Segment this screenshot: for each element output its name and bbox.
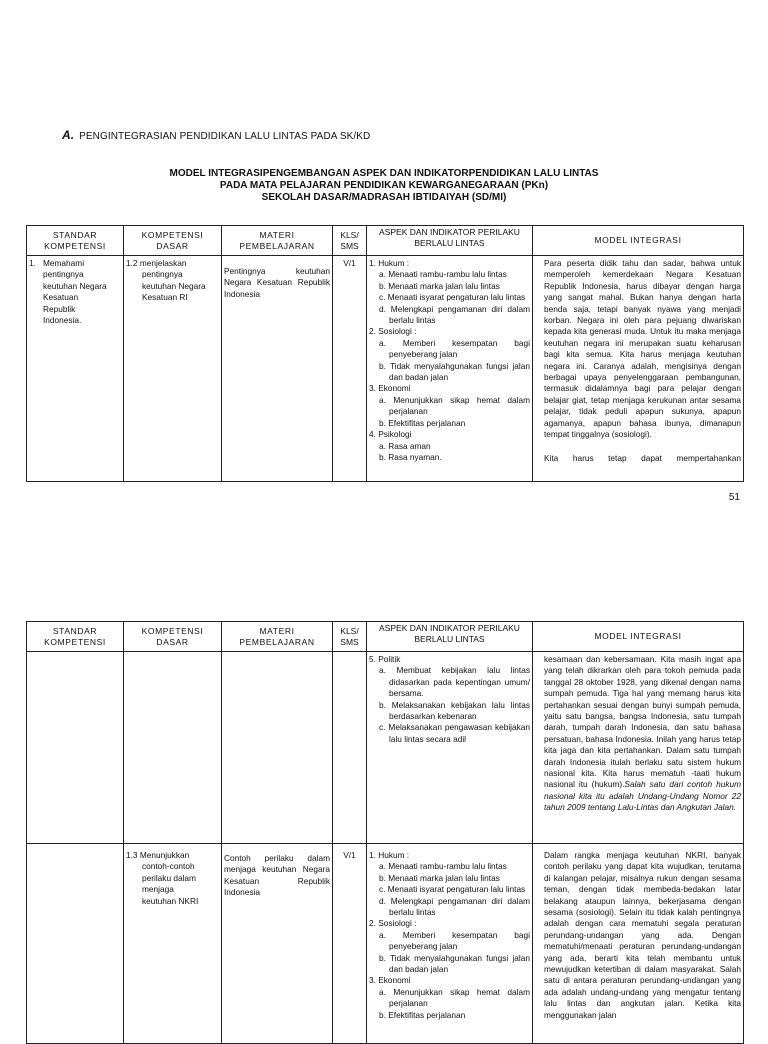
materi-pembelajaran-cell xyxy=(222,652,333,844)
header-standar-kompetensi: STANDAR KOMPETENSI xyxy=(27,226,124,256)
model-paragraph: Para peserta didik tahu dan sadar, bahwa untuk memperoleh kemerdekaan Negara Kesatuan Republik Indonesia, harus dibayar dengan harga yang sangat mahal. Bukan hanya dengan harta benda saja, tetapi banyak nyawa yang menjadi korban. Negara ini oleh para pejuang diwariskan kepada kita generasi muda. Untuk itu maka menjaga keutuhan negara ini merupakan suatu keharusan bagi kita semua. Kita harus menjaga keutuhan negara ini. Caranya adalah, mengisinya dengan berbagai upaya penyelenggaraan pembangunan, termasuk didalamnya bagi para pelajar dengan belajar giat, tetap menjaga kerukunan antar sesama pelajar, tidak peduli apapun sukunya, apapun agamanya, apapun bahasa ibunya, dimanapun tempat tinggalnya (sosiologi). xyxy=(544,258,741,440)
kls-sms-cell: V/1 xyxy=(333,844,367,1044)
main-title-line-3: SEKOLAH DASAR/MADRASAH IBTIDAIYAH (SD/MI) xyxy=(261,192,507,203)
standar-kompetensi-cell xyxy=(27,652,124,844)
model-integrasi-cell xyxy=(533,844,744,1044)
kompetensi-dasar-cell xyxy=(124,652,222,844)
header-aspek-indikator: ASPEK DAN INDIKATOR PERILAKU BERLALU LINTAS xyxy=(367,622,533,652)
header-model-integrasi: MODEL INTEGRASI xyxy=(533,226,744,256)
standar-kompetensi-cell: 1. Memahami pentingnya keutuhan Negara Kesatuan Republik Indonesia. xyxy=(27,256,124,482)
table-row xyxy=(27,256,744,482)
aspek-indikator-cell: 1. Hukum : a. Menaati rambu-rambu lalu lintas b. Menaati marka jalan lalu lintas c. Menaati isyarat pengaturan lalu lintas d. Melengkapi pengamanan diri dalam berlalu lintas 2. Sosiologi : a. Memberi kesempatan bagi penyeberang jalan b. Tidak menyalahgunakan fungsi jalan dan badan jalan 3. Ekonomi a. Menunjukkan sikap hemat dalam perjalanan b. Efektifitas perjalanan xyxy=(367,844,533,1044)
kompetensi-dasar-cell: 1.3 Menunjukkan contoh-contoh perilaku dalam menjaga keutuhan NKRI xyxy=(124,844,222,1044)
model-integrasi-cell xyxy=(533,652,744,844)
model-paragraph: Kita harus tetap dapat mempertahankan xyxy=(544,452,741,463)
table-header-row xyxy=(27,226,744,256)
header-kompetensi-dasar: KOMPETENSI DASAR xyxy=(124,226,222,256)
model-integrasi-cell xyxy=(533,256,744,482)
materi-pembelajaran-cell: Contoh perilaku dalam menjaga keutuhan Negara Kesatuan Republik Indonesia xyxy=(222,844,333,1044)
header-model-integrasi: MODEL INTEGRASI xyxy=(533,622,744,652)
main-title-line-1: MODEL INTEGRASIPENGEMBANGAN ASPEK DAN INDIKATORPENDIDIKAN LALU LINTAS xyxy=(169,168,599,179)
header-kompetensi-dasar: KOMPETENSI DASAR xyxy=(124,622,222,652)
header-kls-sms: KLS/ SMS xyxy=(333,622,367,652)
materi-pembelajaran-cell: Pentingnya keutuhan Negara Kesatuan Republik Indonesia xyxy=(222,256,333,482)
kls-sms-cell xyxy=(333,652,367,844)
model-paragraph: kesamaan dan kebersamaan. Kita masih ingat apa yang telah dikrarkan oleh para tokoh pemuda pada tanggal 28 oktober 1928, yang dikenal dengan nama sumpah pemuda. Tiga hal yang memang harus kita pertahankan sesuai dengan bunyi sumpah pemuda, yaitu satu bangsa, bangsa Indonesia, satu tumpah darah, tumpah darah Indonesia, dan satu bahasa persatuan, bahasa Indonesia. Inilah yang harus tetap kita jaga dan kita pertahankan. Dalam satu tumpah darah Indonesia itulah berlaku satu sistem hukum nasional kita. Kita harus mematuh -taati hukum nasional itu (hukum).Salah satu dari contoh hukum nasional kita itu adalah Undang-Undang Nomor 22 tahun 2009 tentang Lalu-Lintas dan Angkutan Jalan. xyxy=(544,654,741,813)
section-heading-text: PENGINTEGRASIAN PENDIDIKAN LALU LINTAS PADA SK/KD xyxy=(79,131,371,142)
kls-sms-cell: V/1 xyxy=(333,256,367,482)
integration-table-page-52 xyxy=(26,621,744,1044)
section-heading xyxy=(62,128,370,142)
aspek-indikator-cell: 5. Politik a. Membuat kebijakan lalu lintas didasarkan pada kepentingan umum/ bersama. b. Melaksanakan kebijakan lalu lintas berdasarkan kebenaran c. Melaksanakan pengawasan kebijakan lalu lintas secara adil xyxy=(367,652,533,844)
section-letter: A. xyxy=(62,128,75,142)
model-paragraph: Dalam rangka menjaga keutuhan NKRI, banyak contoh perilaku yang dapat kita wujudkan, terutama di kalangan pelajar, misalnya rukun dengan sesama teman, dengan tidak membeda-bedakan latar belakang ataupun lainnya, bekerjasama dengan sesama (sosiologi). Selain itu tidak kalah pentingnya adalah dengan cara mematuhi segala peraturan perundang-undangan yang ada. Dengan mematuhi/menaati peraturan perundang-undangan yang ada, berarti kita telah membantu untuk mewujudkan ketertiban di dalam masyarakat. Salah satu di antara peraturan perundang-undangan yang ada adalah undang-undang yang mengatur tentang lalu lintas dan angkutan jalan. Ketika kita menggunakan jalan xyxy=(544,850,741,1020)
table-row xyxy=(27,652,744,844)
page-number: 51 xyxy=(728,492,740,503)
integration-table-page-51 xyxy=(26,225,744,482)
header-standar-kompetensi: STANDAR KOMPETENSI xyxy=(27,622,124,652)
header-materi-pembelajaran: MATERI PEMBELAJARAN xyxy=(222,226,333,256)
header-kls-sms: KLS/ SMS xyxy=(333,226,367,256)
kompetensi-dasar-cell: 1.2 menjelaskan pentingnya keutuhan Negara Kesatuan RI xyxy=(124,256,222,482)
main-title-line-2: PADA MATA PELAJARAN PENDIDIKAN KEWARGANEGARAAN (PKn) xyxy=(219,180,549,191)
header-aspek-indikator: ASPEK DAN INDIKATOR PERILAKU BERLALU LINTAS xyxy=(367,226,533,256)
standar-kompetensi-cell xyxy=(27,844,124,1044)
table-header-row xyxy=(27,622,744,652)
aspek-indikator-cell: 1. Hukum : a. Menaati rambu-rambu lalu lintas b. Menaati marka jalan lalu lintas c. Menaati isyarat pengaturan lalu lintas d. Melengkapi pengamanan diri dalam berlalu lintas 2. Sosiologi : a. Memberi kesempatan bagi penyeberang jalan b. Tidak menyalahgunakan fungsi jalan dan badan jalan 3. Ekonomi a. Menunjukkan sikap hemat dalam perjalanan b. Efektifitas perjalanan 4. Psikologi a. Rasa aman b. Rasa nyaman. xyxy=(367,256,533,482)
header-materi-pembelajaran: MATERI PEMBELAJARAN xyxy=(222,622,333,652)
standar-kompetensi-text: Memahami pentingnya keutuhan Negara Kesatuan Republik Indonesia. xyxy=(43,258,107,326)
table-row xyxy=(27,844,744,1044)
